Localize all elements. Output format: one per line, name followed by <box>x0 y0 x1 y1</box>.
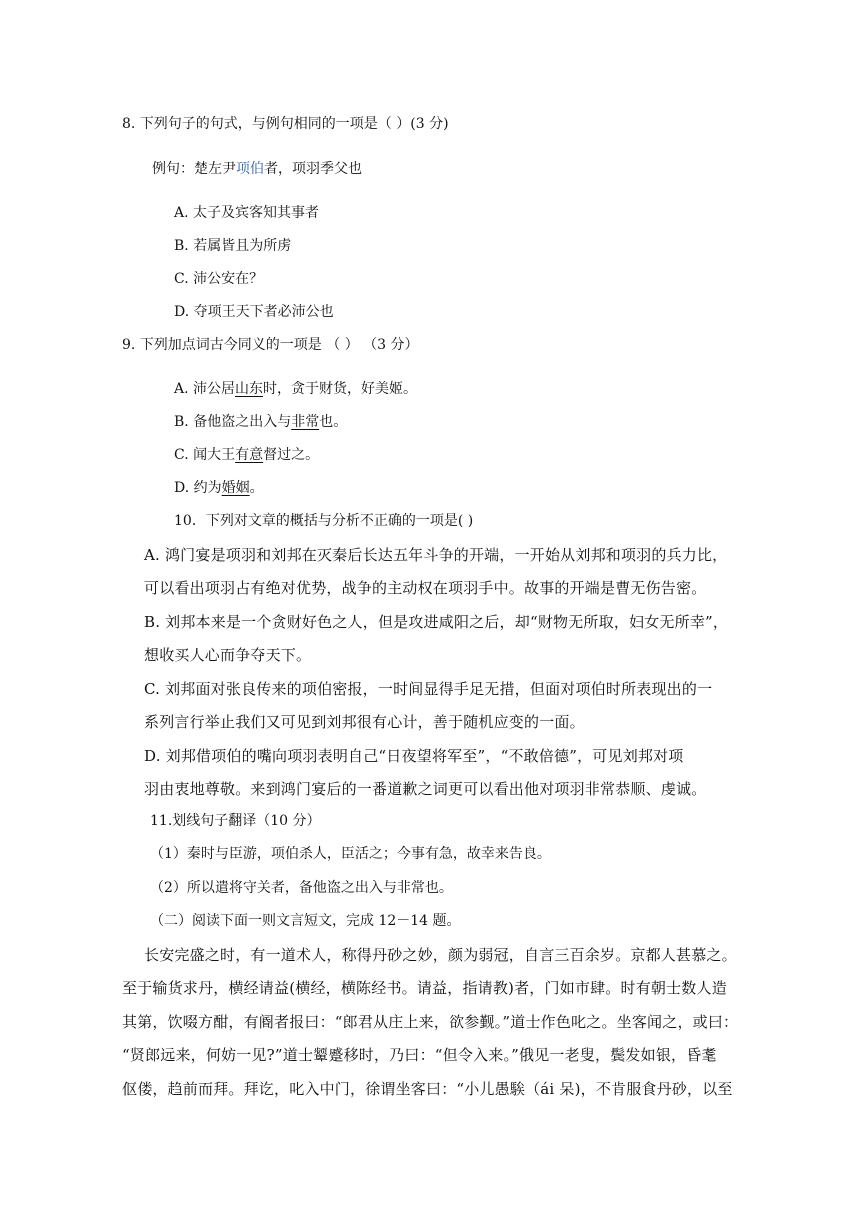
q9-b-mark: 非常 <box>291 414 320 430</box>
q10-line-5: C. 刘邦面对张良传来的项伯密报，一时间显得手足无措，但面对项伯时所表现出的一 <box>144 680 713 698</box>
passage-line-1 <box>144 945 737 965</box>
q11-stem: 11.划线句子翻译（10 分） <box>150 813 321 829</box>
q9-a-post: 时，贪于财货，好美姬。 <box>263 381 418 397</box>
q9-option-d <box>174 478 264 498</box>
q11-item-1: （1）秦时与臣游，项伯杀人，臣活之；今事有急，故幸来告良。 <box>150 846 551 862</box>
q9-option-a <box>174 379 417 399</box>
q9-b-post: 也。 <box>319 414 348 430</box>
q9-a-mark: 山东 <box>235 381 264 397</box>
section2-heading: （二）阅读下面一则文言短文，完成 12－14 题。 <box>150 913 461 929</box>
passage-line-3: 其第，饮啜方酣，有阍者报曰：“郎君从庄上来，欲参觐。”道士作色叱之。坐客闻之，或曰： <box>122 1013 739 1031</box>
q9-option-c <box>174 445 319 465</box>
q9-d-pre: D. 约为 <box>174 480 222 496</box>
q10-line-3: B. 刘邦本来是一个贪财好色之人，但是攻进咸阳之后，却“财物无所取，妇女无所幸”， <box>144 613 729 631</box>
passage-line-2: 至于输货求丹，横经请益(横经，横陈经书。请益，指请教)者，门如市肆。时有朝士数人造 <box>122 979 727 997</box>
passage-line-4: “贤郎远来，何妨一见?”道士颦蹙移时，乃曰：“但令入来。”俄见一老叟，鬓发如银，昏耄 <box>122 1046 717 1064</box>
q8-example-link: 项伯 <box>236 161 264 177</box>
q8-option-a: A. 太子及宾客知其事者 <box>174 205 320 221</box>
q10-line-7: D. 刘邦借项伯的嘴向项羽表明自己“日夜望将军至”，“不敢倍德”，可见刘邦对项 <box>144 747 684 765</box>
passage-line-5: 伛偻，趋前而拜。拜讫，叱入中门，徐谓坐客曰：“小儿愚騃（ái 呆)，不肯服食丹砂，以至 <box>122 1080 733 1098</box>
q9-c-pre: C. 闻大王 <box>174 447 236 463</box>
q10-line-6: 系列言行举止我们又可见到刘邦很有心计，善于随机应变的一面。 <box>144 713 585 731</box>
passage-text-1: 长安完盛之时，有一道术人，称得丹砂之妙，颜为弱冠，自言三百余岁。京都人甚慕之。 <box>144 946 737 964</box>
q9-c-mark: 有意 <box>235 447 264 463</box>
q8-example <box>152 159 362 179</box>
q10-line-2: 可以看出项羽占有绝对优势，战争的主动权在项羽手中。故事的开端是曹无伤告密。 <box>144 579 707 597</box>
q9-c-post: 督过之。 <box>263 447 320 463</box>
q9-a-pre: A. 沛公居 <box>174 381 236 397</box>
q10-line-1: A. 鸿门宴是项羽和刘邦在灭秦后长达五年斗争的开端，一开始从刘邦和项羽的兵力比， <box>144 546 728 564</box>
q9-option-b <box>174 412 347 432</box>
q8-option-b: B. 若属皆且为所虏 <box>174 238 292 254</box>
q10-stem: 10．下列对文章的概括与分析不正确的一项是( ) <box>174 513 474 529</box>
q10-line-4: 想收买人心而争夺天下。 <box>144 646 312 664</box>
q9-d-mark: 婚姻 <box>221 480 250 496</box>
q8-option-c: C. 沛公安在？ <box>174 271 264 287</box>
q11-item-2: （2）所以遣将守关者，备他盗之出入与非常也。 <box>150 880 453 896</box>
q10-line-8: 羽由衷地尊敬。来到鸿门宴后的一番道歉之词更可以看出他对项羽非常恭顺、虔诚。 <box>144 780 707 798</box>
q8-example-suffix: 者，项羽季父也 <box>264 161 362 177</box>
q9-stem: 9. 下列加点词古今同义的一项是 （ ） （3 分） <box>122 337 419 353</box>
q8-stem: 8. 下列句子的句式，与例句相同的一项是（ ）(3 分) <box>122 116 449 132</box>
q9-b-pre: B. 备他盗之出入与 <box>174 414 292 430</box>
q8-option-d: D. 夺项王天下者必沛公也 <box>174 304 334 320</box>
q9-d-post: 。 <box>249 480 264 496</box>
q8-example-prefix: 例句：楚左尹 <box>152 161 236 177</box>
